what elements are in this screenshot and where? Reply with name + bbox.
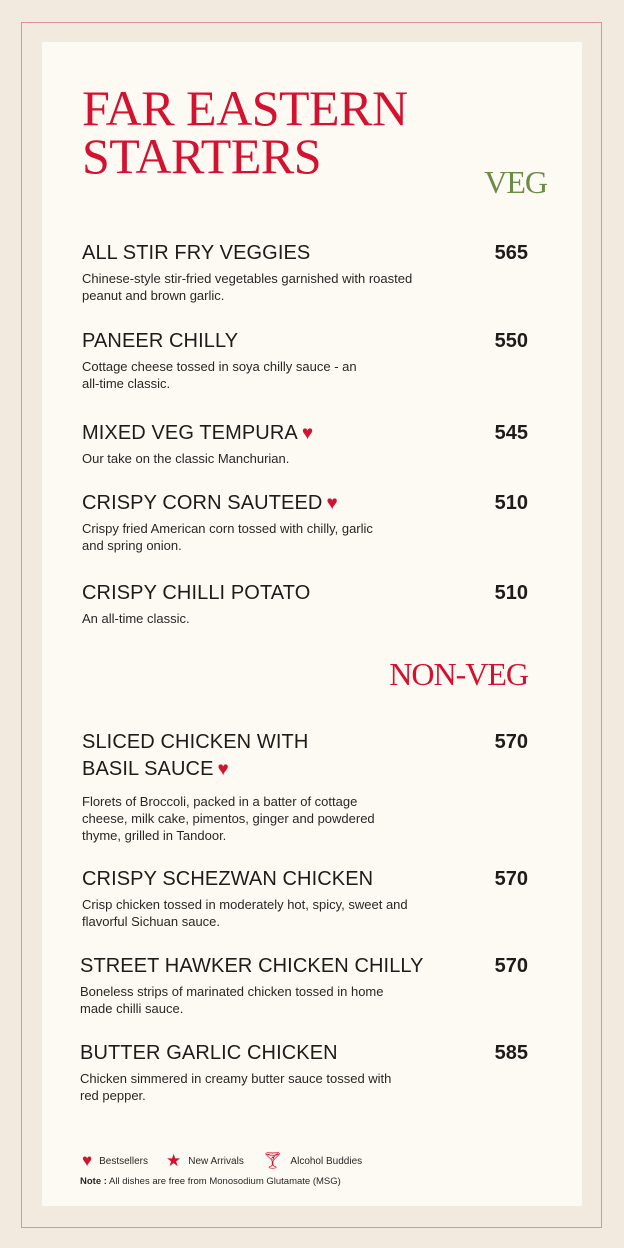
item-price: 510: [494, 582, 528, 604]
title-line-1: FAR EASTERN: [82, 80, 408, 136]
msg-note: [80, 1176, 341, 1187]
item-name: STREET HAWKER CHICKEN CHILLY: [80, 955, 424, 977]
legend-new-arrivals: New Arrivals: [188, 1155, 244, 1167]
item-name: ALL STIR FRY VEGGIES: [82, 242, 311, 264]
legend: [82, 1151, 362, 1171]
menu-item: [82, 420, 528, 467]
legend-alcohol-buddies: Alcohol Buddies: [290, 1155, 363, 1167]
legend-bestsellers: Bestsellers: [99, 1155, 148, 1167]
item-price: 570: [494, 955, 528, 977]
cocktail-icon: 🍸︎: [261, 1151, 284, 1170]
item-name: PANEER CHILLY: [82, 330, 239, 352]
item-price: 550: [494, 330, 528, 352]
item-description: Boneless strips of marinated chicken tossed in home made chilli sauce.: [80, 984, 384, 1016]
item-description: Crisp chicken tossed in moderately hot, spicy, sweet and flavorful Sichuan sauce.: [82, 897, 408, 929]
star-icon: ★: [166, 1151, 182, 1170]
item-price: 510: [494, 492, 528, 514]
item-description: Florets of Broccoli, packed in a batter of cottage cheese, milk cake, pimentos, ginger and powdered thyme, grilled in Tandoor.: [82, 794, 375, 843]
menu-item: [80, 953, 528, 1017]
item-price: 545: [494, 422, 528, 444]
item-name: CRISPY CORN SAUTEED: [82, 492, 323, 514]
item-name: MIXED VEG TEMPURA: [82, 422, 298, 444]
item-price: 565: [494, 242, 528, 264]
heart-icon: ♥: [82, 1151, 93, 1170]
menu-item: [82, 490, 528, 554]
title-line-2: STARTERS: [82, 128, 322, 184]
item-price: 585: [494, 1042, 528, 1064]
menu-item: [82, 580, 528, 627]
bestseller-heart-icon: ♥: [217, 759, 229, 780]
item-price: 570: [494, 731, 528, 753]
menu-item: [82, 328, 528, 392]
bestseller-heart-icon: ♥: [326, 493, 338, 514]
section-veg-heading: VEG: [484, 164, 547, 200]
item-name-row: [82, 490, 452, 517]
item-name: BUTTER GARLIC CHICKEN: [80, 1042, 338, 1064]
item-name: CRISPY SCHEZWAN CHICKEN: [82, 868, 374, 890]
item-name: SLICED CHICKEN WITH BASIL SAUCE: [82, 731, 309, 780]
item-description: Our take on the classic Manchurian.: [82, 451, 290, 466]
item-description: Cottage cheese tossed in soya chilly sauce - an all-time classic.: [82, 359, 357, 391]
item-name-row: [82, 420, 452, 447]
menu-item: [80, 1040, 528, 1104]
item-price: 570: [494, 868, 528, 890]
menu-item: [82, 866, 528, 930]
menu-item: [82, 240, 528, 304]
item-name: CRISPY CHILLI POTATO: [82, 582, 311, 604]
section-nonveg-heading: NON-VEG: [389, 656, 528, 692]
item-description: An all-time classic.: [82, 611, 190, 626]
page-title: [82, 80, 408, 184]
bestseller-heart-icon: ♥: [301, 423, 314, 444]
item-description: Crispy fried American corn tossed with chilly, garlic and spring onion.: [82, 521, 373, 553]
item-description: Chicken simmered in creamy butter sauce tossed with red pepper.: [80, 1071, 392, 1103]
menu-item: [82, 729, 528, 844]
note-label: Note :: [80, 1176, 107, 1187]
item-description: Chinese-style stir-fried vegetables garnished with roasted peanut and brown garlic.: [82, 271, 413, 303]
note-text: All dishes are free from Monosodium Glutamate (MSG): [106, 1176, 341, 1187]
item-name-row: [82, 729, 342, 783]
